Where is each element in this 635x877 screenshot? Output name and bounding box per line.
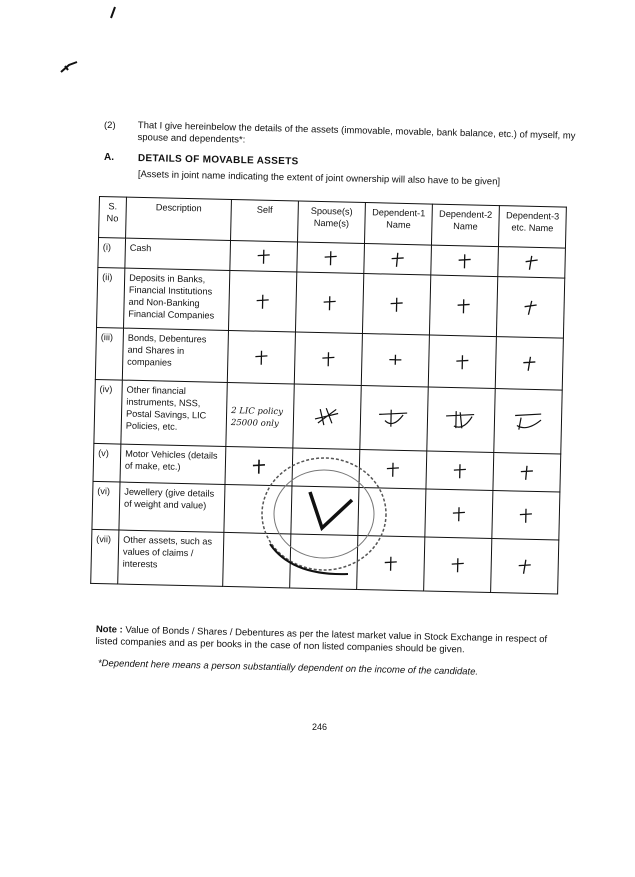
page-number: 246 (312, 722, 328, 732)
row-description: Motor Vehicles (details of make, etc.) (120, 444, 226, 484)
section-subtitle: [Assets in joint name indicating the extent of joint ownership will also have to be given] (137, 169, 501, 188)
row-sno: (iii) (95, 327, 123, 380)
row-sno: (vi) (92, 481, 120, 530)
cross-mark (295, 272, 363, 334)
header-description: Description (126, 197, 232, 240)
row-description: Deposits in Banks, Financial Institutions and Non-Banking Financial Companies (124, 268, 230, 330)
paragraph-number: (2) (104, 120, 116, 131)
row-description: Other financial instruments, NSS, Postal Savings, LIC Policies, etc. (121, 380, 227, 446)
cross-mark (425, 489, 493, 539)
row-description: Jewellery (give details of weight and value) (119, 482, 225, 532)
footnote: *Dependent here means a person substantially dependent on the income of the candidate. (97, 658, 479, 678)
cross-mark (493, 453, 561, 493)
section-title: DETAILS OF MOVABLE ASSETS (137, 153, 299, 168)
cross-mark (297, 242, 365, 274)
cross-mark (426, 451, 494, 491)
note-label: Note : (95, 624, 123, 636)
cross-mark (498, 247, 566, 279)
row-description: Bonds, Debentures and Shares in companies (122, 328, 228, 382)
cross-mark (361, 334, 429, 388)
official-stamp (252, 452, 402, 582)
cross-mark (491, 539, 559, 595)
note-text: Value of Bonds / Shares / Debentures as per the latest market value in Stock Exchange in respect of listed companies and as per books in the case of non listed companies should be given. (95, 624, 548, 656)
cross-mark (227, 330, 295, 384)
section-letter: A. (104, 152, 114, 163)
cross-mark (364, 244, 432, 276)
row-sno: (iv) (94, 379, 122, 444)
header-sno: S. No (99, 197, 127, 239)
handwritten-lic-entry: 2 LIC policy 25000 only (226, 382, 294, 448)
header-dependent-1: Dependent-1 Name (364, 203, 432, 246)
cross-mark (362, 274, 430, 336)
cross-mark (431, 245, 499, 277)
header-dependent-2: Dependent-2 Name (431, 204, 499, 247)
cross-mark (496, 277, 564, 339)
header-self: Self (231, 200, 299, 243)
note (95, 624, 565, 659)
pen-mark (60, 60, 78, 74)
row-sno: (ii) (97, 267, 125, 328)
row-sno: (vii) (91, 529, 119, 584)
scribble-mark (494, 389, 562, 455)
cross-mark (429, 275, 497, 337)
scribble-mark (293, 384, 361, 450)
cross-mark (230, 240, 298, 272)
row-sno: (i) (98, 238, 126, 269)
row-description: Cash (125, 238, 231, 270)
cross-mark (228, 270, 296, 332)
cross-mark (492, 491, 560, 541)
scribble-mark (427, 387, 495, 453)
table-row (97, 267, 565, 338)
scribble-mark (360, 385, 428, 451)
header-spouse: Spouse(s) Name(s) (298, 201, 366, 244)
cross-mark (294, 332, 362, 386)
paragraph-text: That I give hereinbelow the details of the assets (immovable, movable, bank balance, etc.) of myself, my spouse and dependents*: (137, 120, 576, 146)
table-row (94, 379, 562, 454)
pen-mark (108, 6, 118, 20)
row-sno: (v) (93, 443, 121, 482)
cross-mark (428, 335, 496, 389)
cross-mark (495, 337, 563, 391)
row-description: Other assets, such as values of claims / interests (118, 530, 224, 586)
header-dependent-3: Dependent-3 etc. Name (498, 206, 566, 249)
cross-mark (424, 537, 492, 593)
